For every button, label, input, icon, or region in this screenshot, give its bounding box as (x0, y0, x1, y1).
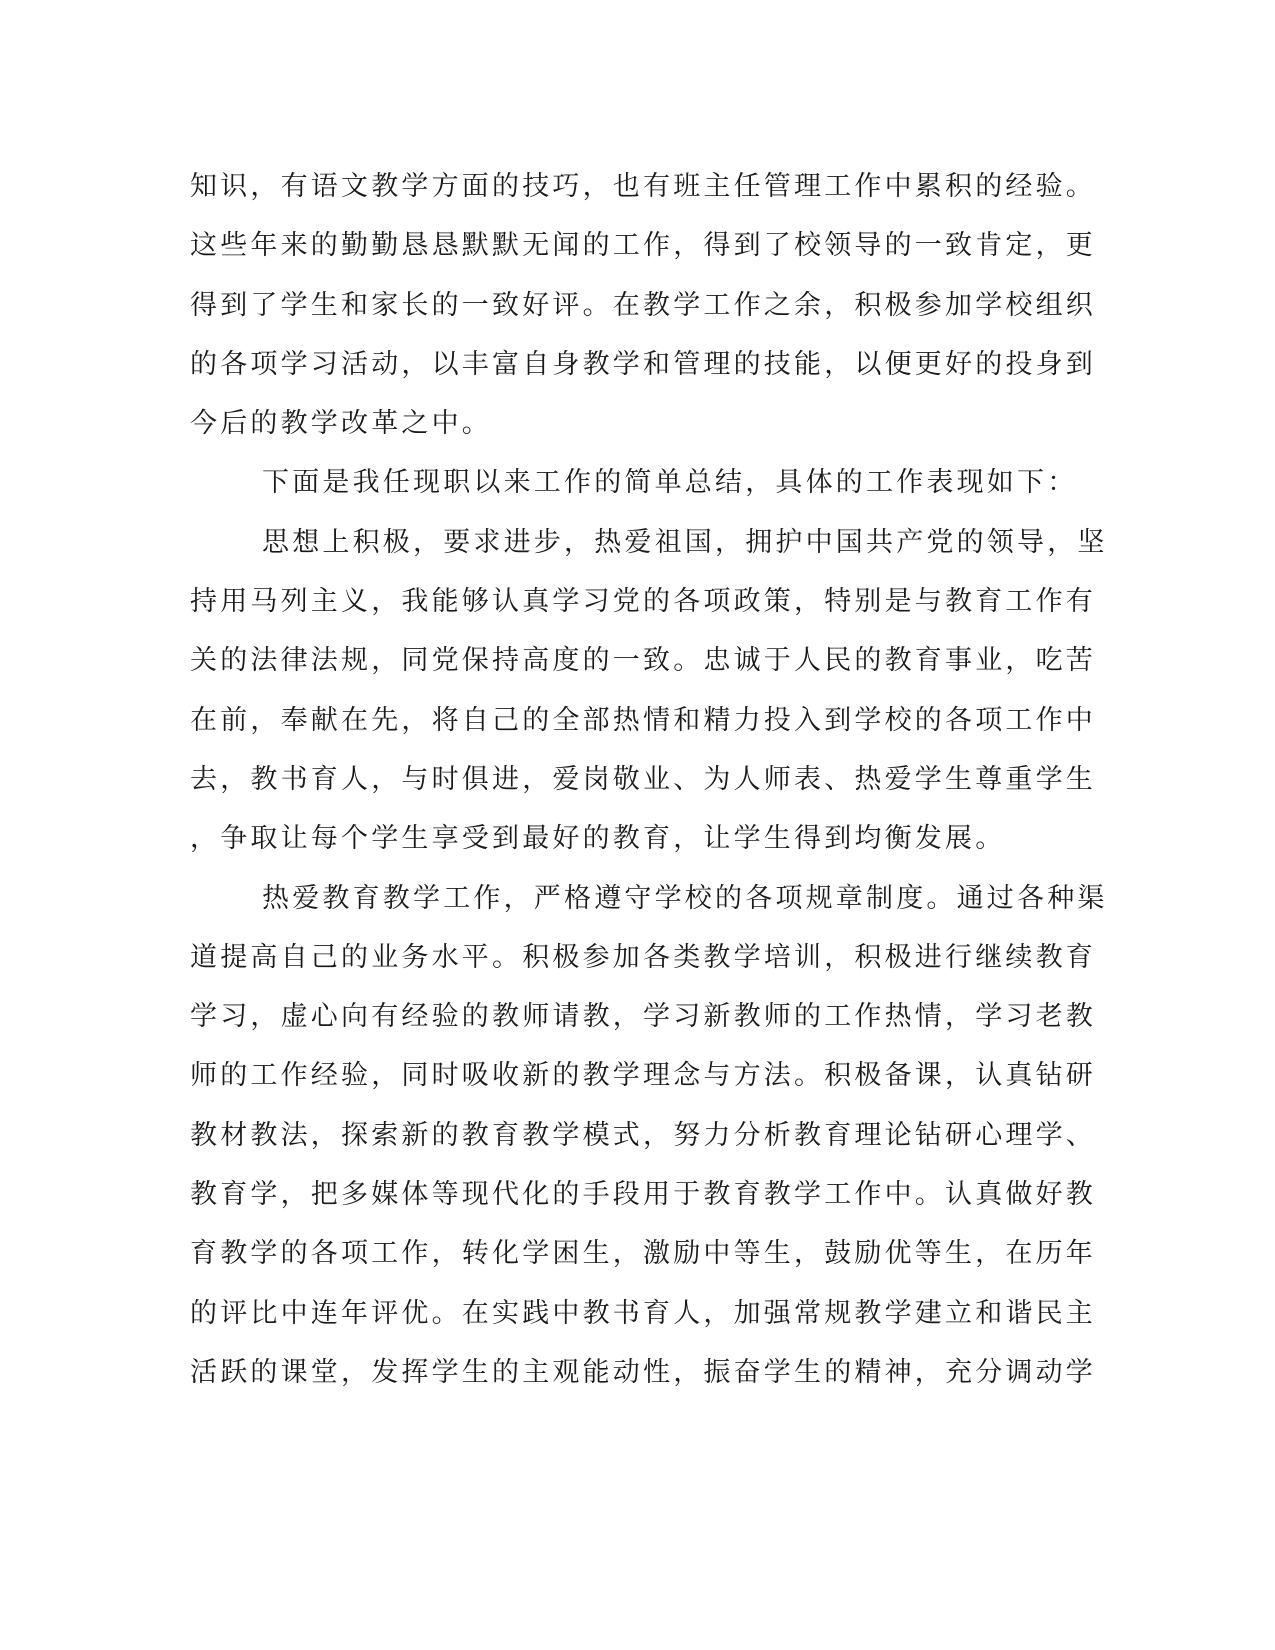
text-line: 活跃的课堂，发挥学生的主观能动性，振奋学生的精神，充分调动学 (190, 1356, 1096, 1388)
text-line: 这些年来的勤勤恳恳默默无闻的工作，得到了校领导的一致肯定，更 (190, 230, 1096, 262)
document-body (190, 157, 1108, 1402)
text-line: 育教学的各项工作，转化学困生，激励中等生，鼓励优等生，在历年 (190, 1238, 1096, 1270)
text-line: 道提高自己的业务水平。积极参加各类教学培训，积极进行继续教育 (190, 941, 1096, 973)
text-line: 持用马列主义，我能够认真学习党的各项政策，特别是与教育工作有 (190, 586, 1096, 618)
text-line: 在前，奉献在先，将自己的全部热情和精力投入到学校的各项工作中 (190, 704, 1096, 736)
text-line: 的评比中连年评优。在实践中教书育人，加强常规教学建立和谐民主 (190, 1297, 1096, 1329)
paragraph-start-line: 热爱教育教学工作，严格遵守学校的各项规章制度。通过各种渠 (262, 882, 1108, 914)
text-line: 得到了学生和家长的一致好评。在教学工作之余，积极参加学校组织 (190, 289, 1096, 321)
text-line: 的各项学习活动，以丰富自身教学和管理的技能，以便更好的投身到 (190, 348, 1096, 380)
paragraph-start-line: 思想上积极，要求进步，热爱祖国，拥护中国共产党的领导，坚 (262, 526, 1108, 558)
text-line: ，争取让每个学生享受到最好的教育，让学生得到均衡发展。 (190, 823, 1006, 855)
text-line: 去，教书育人，与时俱进，爱岗敬业、为人师表、热爱学生尊重学生 (190, 763, 1096, 795)
text-line: 关的法律法规，同党保持高度的一致。忠诚于人民的教育事业，吃苦 (190, 645, 1096, 677)
text-line: 学习，虚心向有经验的教师请教，学习新教师的工作热情，学习老教 (190, 1001, 1096, 1033)
text-line: 师的工作经验，同时吸收新的教学理念与方法。积极备课，认真钻研 (190, 1060, 1096, 1092)
paragraph-start-line: 下面是我任现职以来工作的简单总结，具体的工作表现如下： (262, 467, 1078, 499)
text-line: 知识，有语文教学方面的技巧，也有班主任管理工作中累积的经验。 (190, 171, 1096, 202)
text-line: 教材教法，探索新的教育教学模式，努力分析教育理论钻研心理学、 (190, 1119, 1096, 1151)
text-line: 教育学，把多媒体等现代化的手段用于教育教学工作中。认真做好教 (190, 1179, 1096, 1211)
text-line: 今后的教学改革之中。 (190, 408, 492, 440)
